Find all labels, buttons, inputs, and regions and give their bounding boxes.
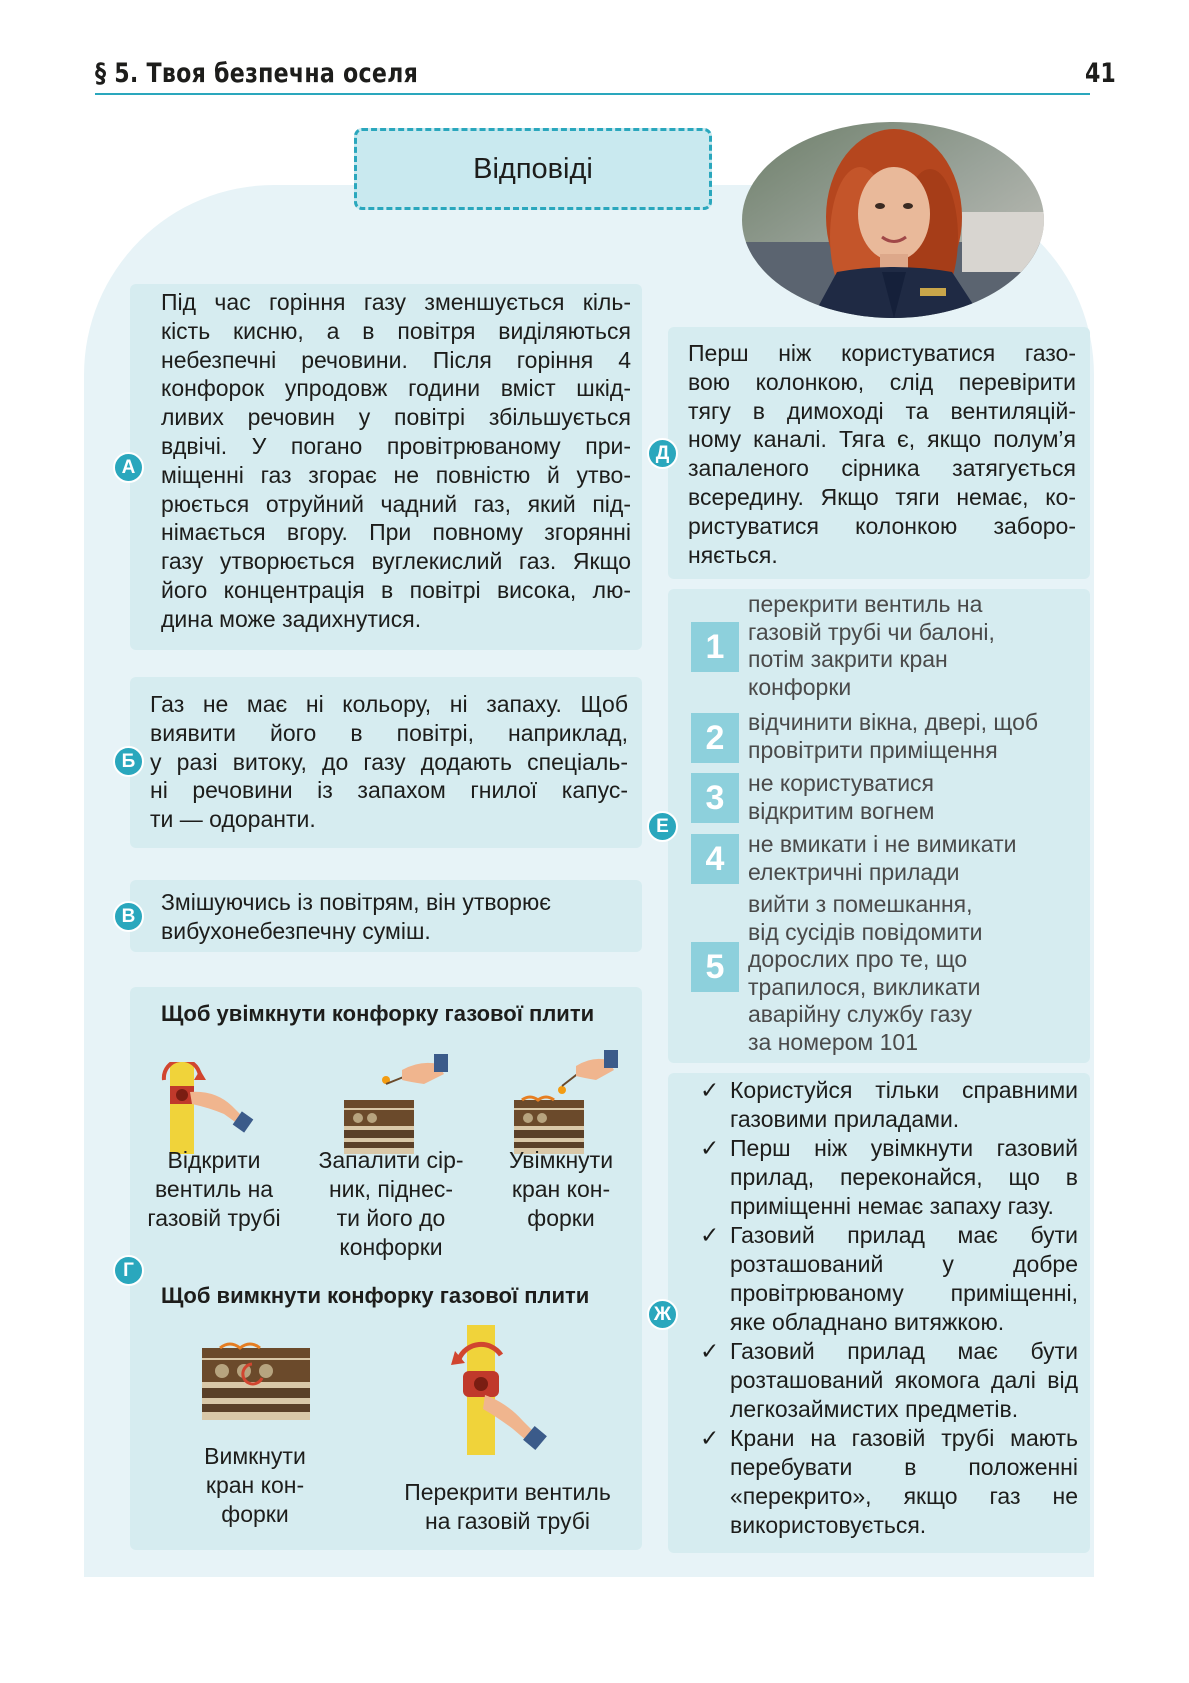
step-line: відчинити вікна, двері, щоб: [748, 709, 1039, 735]
answer-v-text: [161, 888, 631, 946]
caption-turn-off-burner: [180, 1442, 330, 1529]
answer-a-line: небезпечні речовини. Після горіння 4: [161, 346, 631, 373]
badge-a: А: [113, 452, 144, 483]
step-line: дорослих про те, що: [748, 946, 968, 972]
checklist-item: [700, 1424, 1078, 1540]
step-line: перекрити вентиль на: [748, 591, 983, 617]
heading-turn-on: Щоб увімкнути конфорку газової плити: [161, 1001, 595, 1026]
step-line: не вмикати і не вимикати: [748, 831, 1017, 857]
step-3-text: [748, 770, 1068, 825]
caption-line: Перекрити вентиль: [404, 1479, 611, 1505]
answer-b-line: ти — одоранти.: [150, 806, 316, 833]
answer-a-line: газу утворюється вуглекислий газ. Якщо: [161, 548, 631, 575]
answer-v-line: Змішуючись із повітрям, він утворює: [161, 889, 551, 915]
caption-line: форки: [221, 1501, 289, 1527]
answer-d-line: тягу в димоході та вентиляцій-: [688, 397, 1076, 424]
answer-a-line: німається вгору. При повному згорянні: [161, 519, 631, 546]
checklist-text: Газовий прилад має бути розташований у добре провітрюваному приміщенні, яке обладнано витяжкою.: [730, 1222, 1078, 1335]
answer-a-text: [161, 288, 631, 634]
check-icon: ✓: [700, 1077, 720, 1103]
step-line: електричні прилади: [748, 858, 960, 885]
step-3-number: 3: [691, 773, 739, 823]
caption-line: газовій трубі: [147, 1205, 281, 1231]
section-title: § 5. Твоя безпечна оселя: [95, 58, 419, 89]
badge-d: Д: [647, 438, 678, 469]
check-icon: ✓: [700, 1135, 720, 1161]
turn-on-burner-icon: [510, 1050, 620, 1159]
caption-turn-on-burner: [486, 1146, 636, 1233]
step-line: відкритим вогнем: [748, 797, 935, 824]
step-5-text: [748, 891, 1068, 1056]
caption-line: ник, піднес-: [328, 1176, 454, 1202]
answer-a-line: рюється отруйний чадний газ, який під-: [161, 490, 631, 517]
close-valve-icon: [445, 1325, 555, 1460]
step-1-number: 1: [691, 622, 739, 672]
turn-off-burner-icon: [200, 1340, 312, 1425]
step-line: за номером 101: [748, 1028, 918, 1055]
caption-light-match: [302, 1146, 480, 1262]
answer-d-line: ристуватися колонкою заборо-: [688, 512, 1076, 539]
step-5-number: 5: [691, 942, 739, 992]
safety-checklist: [700, 1076, 1078, 1540]
answer-d-line: Перш ніж користуватися газо-: [688, 340, 1076, 366]
firefighter-photo: [742, 122, 1044, 318]
header-rule: [95, 93, 1090, 95]
step-line: не користуватися: [748, 770, 935, 796]
caption-close-valve: [385, 1478, 630, 1536]
answer-a-line: Під час горіння газу зменшується кіль-: [161, 289, 631, 315]
caption-line: конфорки: [339, 1234, 443, 1260]
badge-b: Б: [113, 746, 144, 777]
step-line: конфорки: [748, 673, 852, 700]
checklist-item: [700, 1076, 1078, 1134]
caption-line: Відкрити: [167, 1147, 261, 1173]
open-valve-icon: [160, 1062, 260, 1159]
step-2-text: [748, 709, 1068, 764]
checklist-text: Крани на газовій трубі мають перебувати в положенні «перекрито», якщо газ не використовується.: [730, 1425, 1078, 1538]
step-line: трапилося, викликати: [748, 973, 981, 1000]
caption-line: вентиль на: [154, 1176, 274, 1202]
step-4-text: [748, 831, 1068, 886]
light-match-icon: [340, 1050, 450, 1159]
answer-d-line: вою колонкою, слід перевірити: [688, 368, 1076, 395]
checklist-item: [700, 1134, 1078, 1221]
caption-line: Запалити сір-: [318, 1147, 464, 1173]
step-line: потім закрити кран: [748, 646, 948, 672]
answer-d-text: [688, 339, 1076, 569]
answer-a-line: вдвічі. У погано провітрюваному при-: [161, 432, 631, 459]
answers-title: Відповіді: [473, 152, 593, 185]
checklist-item: [700, 1337, 1078, 1424]
answer-b-line: ні речовини із запахом гнилої капус-: [150, 777, 628, 804]
checklist-text: Перш ніж увімкнути газовий прилад, переконайся, що в приміщенні немає запаху газу.: [730, 1135, 1078, 1219]
step-line: газовій трубі чи балоні,: [748, 618, 995, 645]
answer-b-line: Газ не має ні кольору, ні запаху. Щоб: [150, 691, 628, 717]
badge-e: Е: [647, 811, 678, 842]
answer-d-line: всередину. Якщо тяги немає, ко-: [688, 483, 1076, 510]
answer-a-line: кість кисню, а в повітря виділяються: [161, 317, 631, 344]
step-line: провітрити приміщення: [748, 736, 998, 763]
answer-a-line: конфорок упродовж години вміст шкід-: [161, 375, 631, 402]
answer-a-line: ливих речовин у повітрі збільшується: [161, 404, 631, 431]
caption-line: кран кон-: [511, 1176, 611, 1202]
caption-line: ти його до: [336, 1205, 446, 1231]
checklist-item: [700, 1221, 1078, 1337]
step-2-number: 2: [691, 713, 739, 763]
step-line: від сусідів повідомити: [748, 918, 983, 945]
badge-g: Г: [113, 1255, 144, 1286]
answer-v-line: вибухонебезпечну суміш.: [161, 917, 431, 944]
page-number: 41: [1085, 58, 1116, 89]
caption-open-valve: [130, 1146, 298, 1233]
caption-line: кран кон-: [205, 1472, 305, 1498]
badge-zh: Ж: [647, 1299, 678, 1330]
answer-d-line: ному каналі. Тяга є, якщо полум’я: [688, 426, 1076, 453]
heading-turn-off: Щоб вимкнути конфорку газової плити: [161, 1283, 590, 1308]
caption-line: Увімкнути: [508, 1147, 614, 1173]
caption-line: на газовій трубі: [424, 1508, 591, 1534]
step-1-text: [748, 591, 1068, 701]
caption-line: Вимкнути: [204, 1443, 306, 1469]
caption-line: форки: [527, 1205, 595, 1231]
answer-b-line: у разі витоку, до газу додають спеціаль-: [150, 748, 628, 775]
badge-v: В: [113, 901, 144, 932]
answer-d-line: запаленого сірника затягується: [688, 455, 1076, 482]
checklist-text: Користуйся тільки справними газовими приладами.: [730, 1077, 1078, 1132]
answer-b-text: [150, 690, 628, 834]
answer-a-line: міщенні газ згорає не повністю й утво-: [161, 461, 631, 488]
answer-a-line: дина може задихнутися.: [161, 605, 422, 632]
checklist-text: Газовий прилад має бути розташований якомога далі від легкозаймистих предметів.: [730, 1338, 1078, 1422]
check-icon: ✓: [700, 1425, 720, 1451]
step-4-number: 4: [691, 834, 739, 884]
check-icon: ✓: [700, 1338, 720, 1364]
answer-a-line: його концентрація в повітрі висока, лю-: [161, 576, 631, 603]
check-icon: ✓: [700, 1222, 720, 1248]
step-line: вийти з помешкання,: [748, 891, 973, 917]
answers-title-box: [354, 128, 712, 210]
answer-b-line: виявити його в повітрі, наприклад,: [150, 719, 628, 746]
step-line: аварійну службу газу: [748, 1001, 972, 1027]
answer-d-line: няється.: [688, 541, 778, 568]
